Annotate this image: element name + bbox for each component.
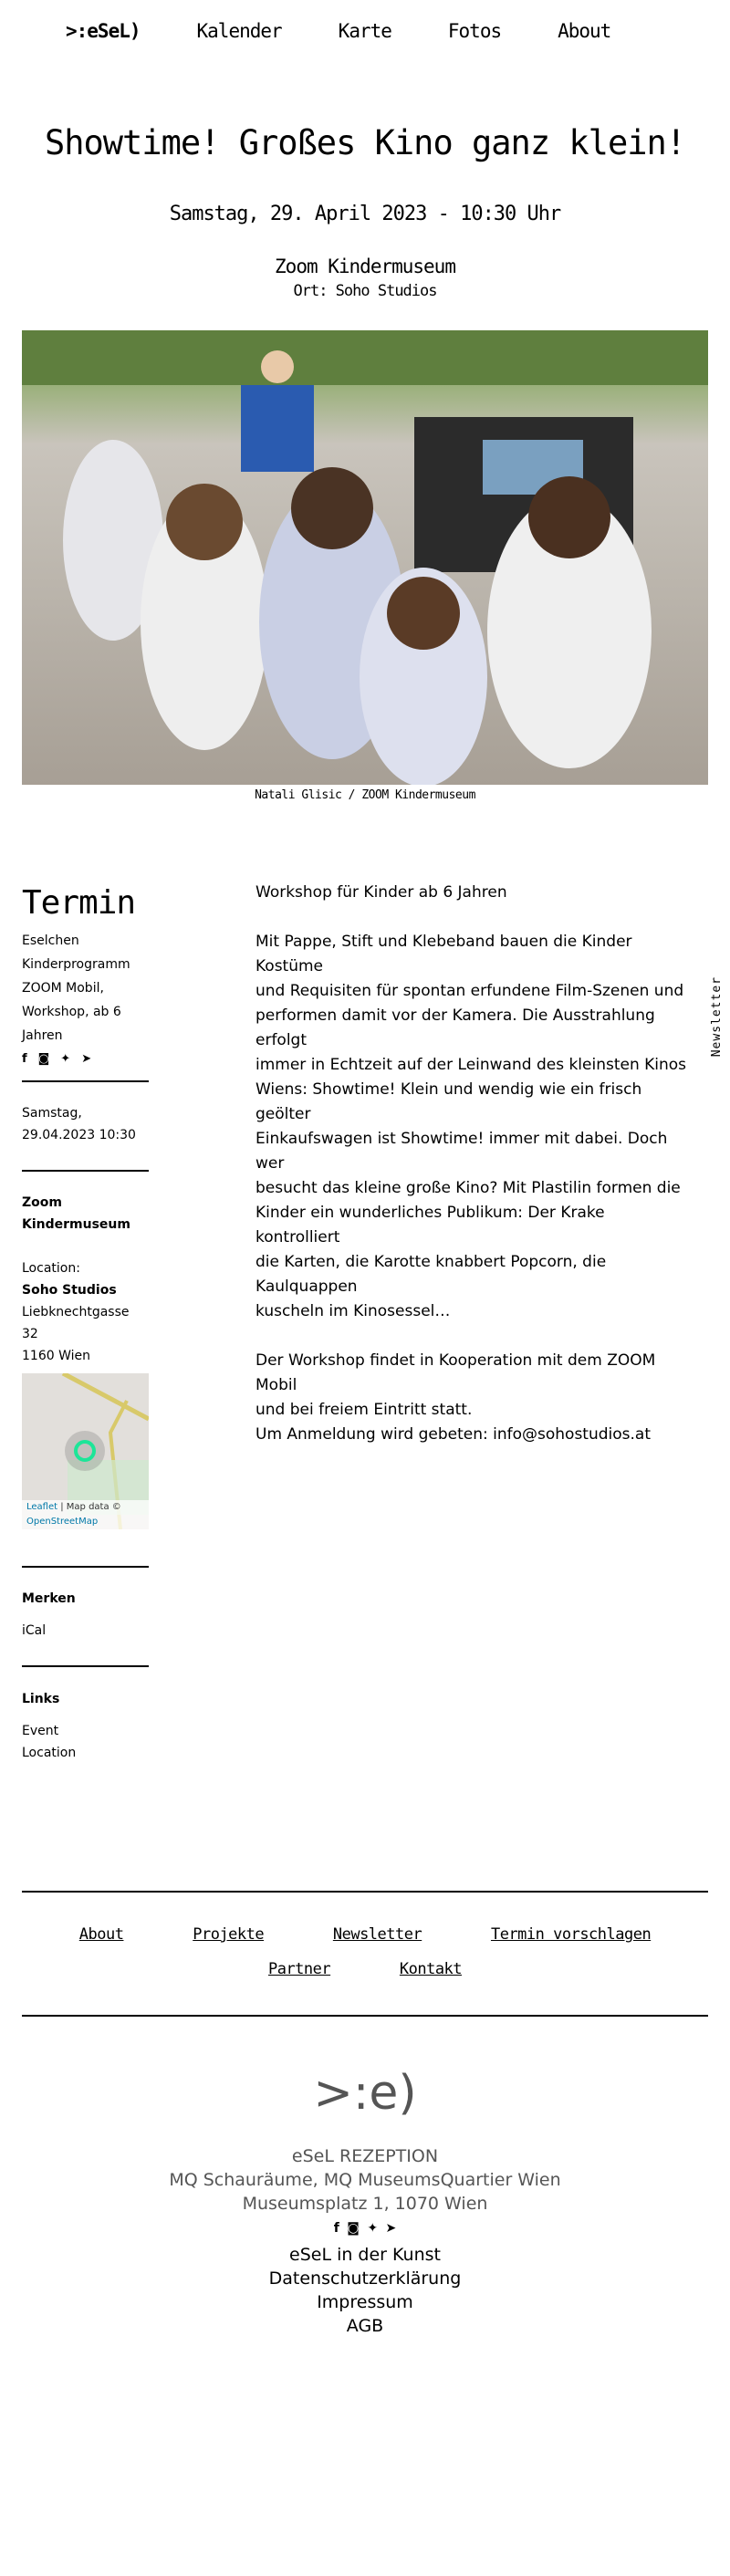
description-line: Der Workshop findet in Kooperation mit dem ZOOM Mobil xyxy=(256,1351,656,1394)
address-line: 1160 Wien xyxy=(22,1349,90,1363)
divider xyxy=(22,1170,149,1172)
footer-divider xyxy=(22,1891,708,1893)
footer-logo: >:e) xyxy=(313,2066,417,2121)
sidebar-heading: Termin xyxy=(22,884,136,922)
organizer-line[interactable]: Kindermuseum xyxy=(22,1217,130,1232)
event-description xyxy=(256,881,690,1447)
description-line: besucht das kleine große Kino? Mit Plastilin formen die xyxy=(256,1179,681,1197)
tag-list xyxy=(22,929,159,1048)
tag-link[interactable]: Kinderprogramm xyxy=(22,957,130,972)
organizer-line[interactable]: Zoom xyxy=(22,1195,62,1210)
location-name[interactable]: Soho Studios xyxy=(22,1283,117,1298)
description-line: Kinder ein wunderliches Publikum: Der Krake kontrolliert xyxy=(256,1204,605,1246)
facebook-icon[interactable]: f xyxy=(22,1052,27,1066)
paragraph-spacer xyxy=(256,905,690,930)
logo-link[interactable]: >:eSeL) xyxy=(66,20,141,42)
event-link[interactable]: Event xyxy=(22,1724,59,1738)
description-line: Wiens: Showtime! Klein und wendig wie ein frisch geölter xyxy=(256,1080,642,1123)
event-location: Ort: Soho Studios xyxy=(293,282,437,300)
footer-social xyxy=(0,2219,730,2239)
footer-link-agb[interactable]: AGB xyxy=(346,2316,384,2336)
instagram-icon[interactable]: ◙ xyxy=(347,2221,360,2236)
sidebar-location xyxy=(22,1257,149,1367)
footer-address-1: MQ Schauräume, MQ MuseumsQuartier Wien xyxy=(169,2170,561,2190)
merken-heading: Merken xyxy=(22,1591,76,1606)
facebook-icon[interactable]: f xyxy=(333,2221,339,2236)
description-line: Workshop für Kinder ab 6 Jahren xyxy=(256,883,507,902)
footer-link-newsletter[interactable]: Newsletter xyxy=(332,1925,422,1944)
footer-link-about[interactable]: About xyxy=(78,1925,124,1944)
share-icons xyxy=(22,1051,91,1068)
page-title: Showtime! Großes Kino ganz klein! xyxy=(44,123,686,162)
map-attribution xyxy=(22,1500,149,1529)
footer-link-kontakt[interactable]: Kontakt xyxy=(399,1960,463,1978)
instagram-icon[interactable]: ◙ xyxy=(37,1052,50,1066)
address-line: 32 xyxy=(22,1327,38,1341)
description-line: immer in Echtzeit auf der Leinwand des kleinsten Kinos xyxy=(256,1056,687,1074)
footer-link-esel-kunst[interactable]: eSeL in der Kunst xyxy=(289,2245,441,2265)
location-map[interactable] xyxy=(22,1373,149,1529)
footer-nav xyxy=(0,1925,730,1944)
nav-karte[interactable]: Karte xyxy=(338,20,391,42)
osm-link[interactable]: OpenStreetMap xyxy=(26,1517,99,1527)
photo-caption: Natali Glisic / ZOOM Kindermuseum xyxy=(255,788,475,802)
description-line: Einkaufswagen ist Showtime! immer mit dabei. Doch wer xyxy=(256,1130,668,1173)
ical-link[interactable]: iCal xyxy=(22,1623,47,1638)
divider xyxy=(22,1080,149,1082)
location-link[interactable]: Location xyxy=(22,1746,77,1760)
event-venue: Zoom Kindermuseum xyxy=(275,256,455,277)
description-line: performen damit vor der Kamera. Die Ausstrahlung erfolgt xyxy=(256,1006,655,1049)
footer-divider xyxy=(22,2015,708,2017)
description-line: und bei freiem Eintritt statt. xyxy=(256,1401,473,1419)
description-line: Mit Pappe, Stift und Klebeband bauen die Kinder Kostüme xyxy=(256,933,632,975)
telegram-icon[interactable]: ➤ xyxy=(385,2221,397,2236)
footer-link-impressum[interactable]: Impressum xyxy=(317,2292,413,2312)
links-heading: Links xyxy=(22,1692,60,1706)
footer-link-termin-vorschlagen[interactable]: Termin vorschlagen xyxy=(490,1925,652,1944)
tag-link[interactable]: Workshop, ab 6 xyxy=(22,1005,121,1019)
event-date: Samstag, 29. April 2023 - 10:30 Uhr xyxy=(169,203,561,225)
map-data-text: | Map data © xyxy=(60,1502,121,1512)
top-nav xyxy=(66,20,610,42)
description-line: die Karten, die Karotte knabbert Popcorn, die Kaulquappen xyxy=(256,1253,607,1296)
twitter-icon[interactable]: ✦ xyxy=(60,1052,71,1066)
description-line: kuscheln im Kinosessel… xyxy=(256,1302,451,1320)
leaflet-link[interactable]: Leaflet xyxy=(26,1502,58,1512)
date-line: Samstag, xyxy=(22,1106,82,1121)
tag-link[interactable]: ZOOM Mobil, xyxy=(22,981,104,996)
divider xyxy=(22,1566,149,1568)
tag-link[interactable]: Eselchen xyxy=(22,933,79,948)
divider xyxy=(22,1665,149,1667)
date-line: 29.04.2023 10:30 xyxy=(22,1128,136,1142)
nav-about[interactable]: About xyxy=(558,20,611,42)
photo-illustration xyxy=(22,330,708,785)
sidebar-date xyxy=(22,1102,149,1146)
footer-link-partner[interactable]: Partner xyxy=(267,1960,331,1978)
nav-fotos[interactable]: Fotos xyxy=(447,20,502,42)
tag-link[interactable]: Jahren xyxy=(22,1028,63,1043)
footer-link-projekte[interactable]: Projekte xyxy=(193,1925,265,1944)
footer-address-2: Museumsplatz 1, 1070 Wien xyxy=(242,2194,488,2214)
nav-kalender[interactable]: Kalender xyxy=(196,20,282,42)
event-photo xyxy=(22,330,708,785)
address-line: Liebknechtgasse xyxy=(22,1305,130,1319)
footer-link-datenschutz[interactable]: Datenschutzerklärung xyxy=(268,2268,462,2289)
description-line: Um Anmeldung wird gebeten: info@sohostudios.at xyxy=(256,1425,652,1444)
newsletter-tab[interactable]: Newsletter xyxy=(710,976,724,1058)
location-label: Location: xyxy=(22,1261,80,1276)
sidebar-organizer xyxy=(22,1192,149,1236)
description-line: und Requisiten für spontan erfundene Film-Szenen und xyxy=(256,982,684,1000)
twitter-icon[interactable]: ✦ xyxy=(367,2221,379,2236)
telegram-icon[interactable]: ➤ xyxy=(81,1052,92,1066)
footer-nav-row2 xyxy=(0,1960,730,1978)
footer-org: eSeL REZEPTION xyxy=(291,2146,439,2166)
paragraph-spacer xyxy=(256,1324,690,1349)
